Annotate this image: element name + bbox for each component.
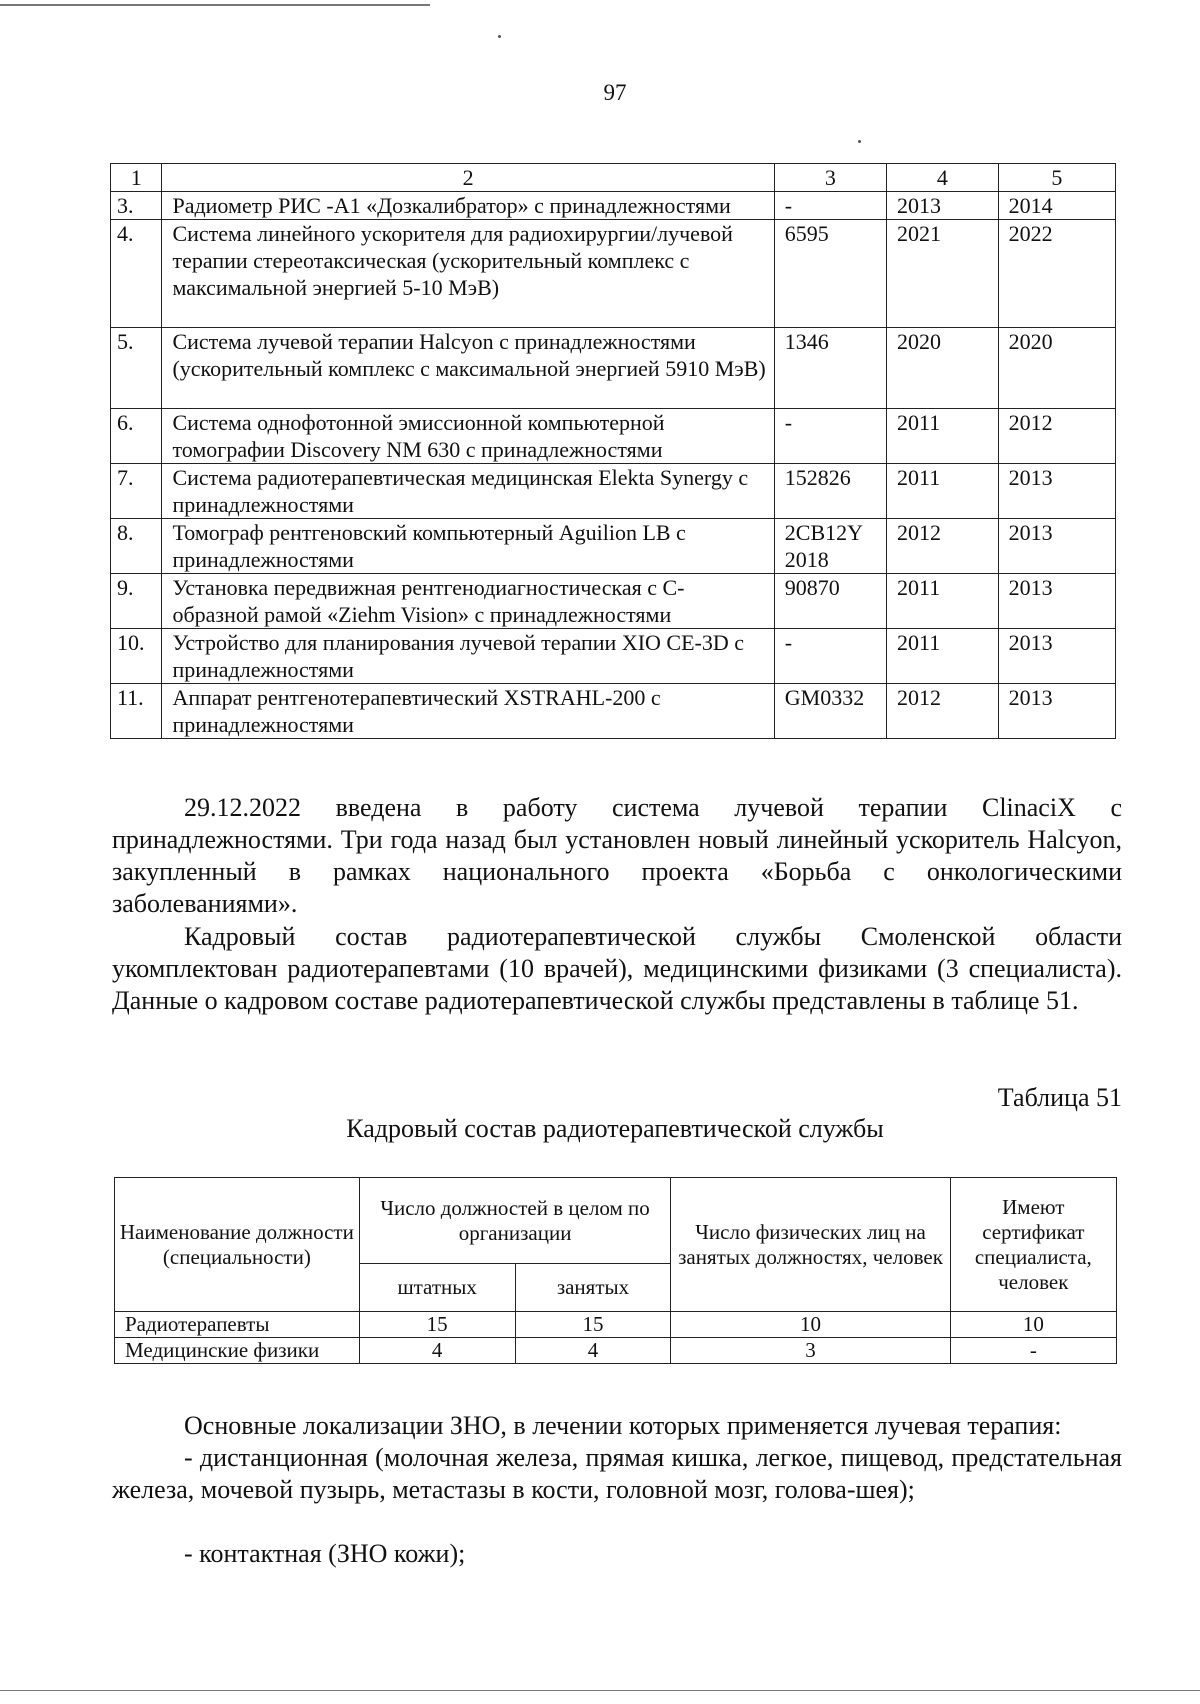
equipment-name: Установка передвижная рентгенодиагностическая с С-образной рамой «Ziehm Vision» с принадлежностями bbox=[162, 574, 774, 629]
serial-number: - bbox=[774, 192, 886, 220]
table-row bbox=[111, 629, 1116, 684]
paragraph-text: - контактная (ЗНО кожи); bbox=[184, 1539, 466, 1568]
table-row bbox=[115, 1338, 1117, 1364]
occupied-count: 4 bbox=[515, 1338, 671, 1364]
year-made: 2012 bbox=[887, 684, 999, 739]
persons-count: 3 bbox=[671, 1338, 950, 1364]
table-row bbox=[111, 192, 1116, 220]
table-row bbox=[111, 409, 1116, 464]
scan-speck bbox=[858, 140, 861, 143]
row-number: 10. bbox=[111, 629, 162, 684]
year-start: 2013 bbox=[998, 629, 1115, 684]
serial-number: 6595 bbox=[774, 220, 886, 328]
year-made: 2021 bbox=[887, 220, 999, 328]
row-number: 9. bbox=[111, 574, 162, 629]
year-start: 2013 bbox=[998, 519, 1115, 574]
serial-number: 152826 bbox=[774, 464, 886, 519]
header-occupied: занятых bbox=[515, 1264, 671, 1312]
staffed-count: 15 bbox=[359, 1312, 515, 1338]
serial-number: - bbox=[774, 409, 886, 464]
serial-number: GM0332 bbox=[774, 684, 886, 739]
table-row bbox=[111, 574, 1116, 629]
paragraph-staffing bbox=[112, 921, 1122, 1017]
header-cell: 4 bbox=[887, 164, 999, 192]
serial-number: - bbox=[774, 629, 886, 684]
year-start: 2013 bbox=[998, 574, 1115, 629]
staff-table bbox=[114, 1177, 1117, 1364]
year-start: 2013 bbox=[998, 464, 1115, 519]
row-number: 7. bbox=[111, 464, 162, 519]
persons-count: 10 bbox=[671, 1312, 950, 1338]
scan-edge-bottom bbox=[0, 1690, 1200, 1691]
table-row bbox=[111, 519, 1116, 574]
year-made: 2011 bbox=[887, 574, 999, 629]
equipment-name: Устройство для планирования лучевой терапии XIO CE-3D с принадлежностями bbox=[162, 629, 774, 684]
staffed-count: 4 bbox=[359, 1338, 515, 1364]
equipment-name: Томограф рентгеновский компьютерный Aguilion LB с принадлежностями bbox=[162, 519, 774, 574]
equipment-name: Аппарат рентгенотерапевтический XSTRAHL-200 с принадлежностями bbox=[162, 684, 774, 739]
year-start: 2012 bbox=[998, 409, 1115, 464]
equipment-name: Система линейного ускорителя для радиохирургии/лучевой терапии стереотаксическая (ускорительный комплекс с максимальной энергией 5-10 МэВ) bbox=[162, 220, 774, 328]
year-start: 2013 bbox=[998, 684, 1115, 739]
scan-edge-top bbox=[0, 4, 430, 6]
paragraph-text: - дистанционная (молочная железа, прямая кишка, легкое, пищевод, предстательная железа, мочевой пузырь, метастазы в кости, головной мозг, голова-шея); bbox=[112, 1443, 1122, 1504]
equipment-name: Система однофотонной эмиссионной компьютерной томографии Discovery NM 630 с принадлежностями bbox=[162, 409, 774, 464]
header-positions-total: Число должностей в целом по организации bbox=[359, 1178, 671, 1264]
row-number: 3. bbox=[111, 192, 162, 220]
serial-number: 2CB12Y 2018 bbox=[774, 519, 886, 574]
serial-number: 90870 bbox=[774, 574, 886, 629]
list-item-contact bbox=[112, 1538, 1122, 1570]
paragraph-text: Кадровый состав радиотерапевтической службы Смоленской области укомплектован радиотерапевтами (10 врачей), медицинскими физиками (3 специалиста). Данные о кадровом составе радиотерапевтической службы представлены в таблице 51. bbox=[112, 922, 1122, 1015]
year-start: 2020 bbox=[998, 328, 1115, 409]
header-persons: Число физических лиц на занятых должностях, человек bbox=[671, 1178, 950, 1312]
serial-number: 1346 bbox=[774, 328, 886, 409]
year-start: 2014 bbox=[998, 192, 1115, 220]
equipment-name: Система радиотерапевтическая медицинская Elekta Synergy с принадлежностями bbox=[162, 464, 774, 519]
scan-speck bbox=[498, 35, 501, 38]
occupied-count: 15 bbox=[515, 1312, 671, 1338]
row-number: 4. bbox=[111, 220, 162, 328]
row-number: 8. bbox=[111, 519, 162, 574]
year-made: 2011 bbox=[887, 629, 999, 684]
position-name: Радиотерапевты bbox=[115, 1312, 360, 1338]
header-cell: 3 bbox=[774, 164, 886, 192]
table-row bbox=[111, 684, 1116, 739]
list-item-distance bbox=[112, 1442, 1122, 1506]
year-made: 2011 bbox=[887, 409, 999, 464]
equipment-table-header bbox=[111, 164, 1116, 192]
header-staffed: штатных bbox=[359, 1264, 515, 1312]
row-number: 5. bbox=[111, 328, 162, 409]
table-row bbox=[111, 328, 1116, 409]
equipment-name: Система лучевой терапии Halcyon с принадлежностями (ускорительный комплекс с максимальной энергией 5910 МэВ) bbox=[162, 328, 774, 409]
row-number: 6. bbox=[111, 409, 162, 464]
table-row bbox=[111, 220, 1116, 328]
staff-table-header bbox=[115, 1178, 1117, 1264]
header-cell: 1 bbox=[111, 164, 162, 192]
paragraph-text: Основные локализации ЗНО, в лечении которых применяется лучевая терапия: bbox=[184, 1411, 1062, 1440]
year-start: 2022 bbox=[998, 220, 1115, 328]
equipment-table bbox=[110, 163, 1116, 739]
year-made: 2012 bbox=[887, 519, 999, 574]
paragraph-localizations bbox=[112, 1410, 1122, 1442]
paragraph-text: 29.12.2022 введена в работу система лучевой терапии ClinaciX с принадлежностями. Три года назад был установлен новый линейный ускоритель Halcyon, закупленный в рамках национального проекта «Борьба с онкологическими заболеваниями». bbox=[112, 793, 1122, 918]
year-made: 2013 bbox=[887, 192, 999, 220]
header-certified: Имеют сертификат специалиста, человек bbox=[950, 1178, 1116, 1312]
header-cell: 5 bbox=[998, 164, 1115, 192]
row-number: 11. bbox=[111, 684, 162, 739]
equipment-name: Радиометр РИС -А1 «Дозкалибратор» с принадлежностями bbox=[162, 192, 774, 220]
year-made: 2011 bbox=[887, 464, 999, 519]
table-title: Кадровый состав радиотерапевтической службы bbox=[346, 1114, 884, 1143]
table-row bbox=[111, 464, 1116, 519]
paragraph-clinacix bbox=[112, 792, 1122, 920]
header-cell: 2 bbox=[162, 164, 774, 192]
header-position: Наименование должности (специальности) bbox=[115, 1178, 360, 1312]
page-number: 97 bbox=[603, 80, 627, 105]
certified-count: 10 bbox=[950, 1312, 1116, 1338]
certified-count: - bbox=[950, 1338, 1116, 1364]
table-label: Таблица 51 bbox=[997, 1083, 1122, 1112]
table-row bbox=[115, 1312, 1117, 1338]
year-made: 2020 bbox=[887, 328, 999, 409]
position-name: Медицинские физики bbox=[115, 1338, 360, 1364]
